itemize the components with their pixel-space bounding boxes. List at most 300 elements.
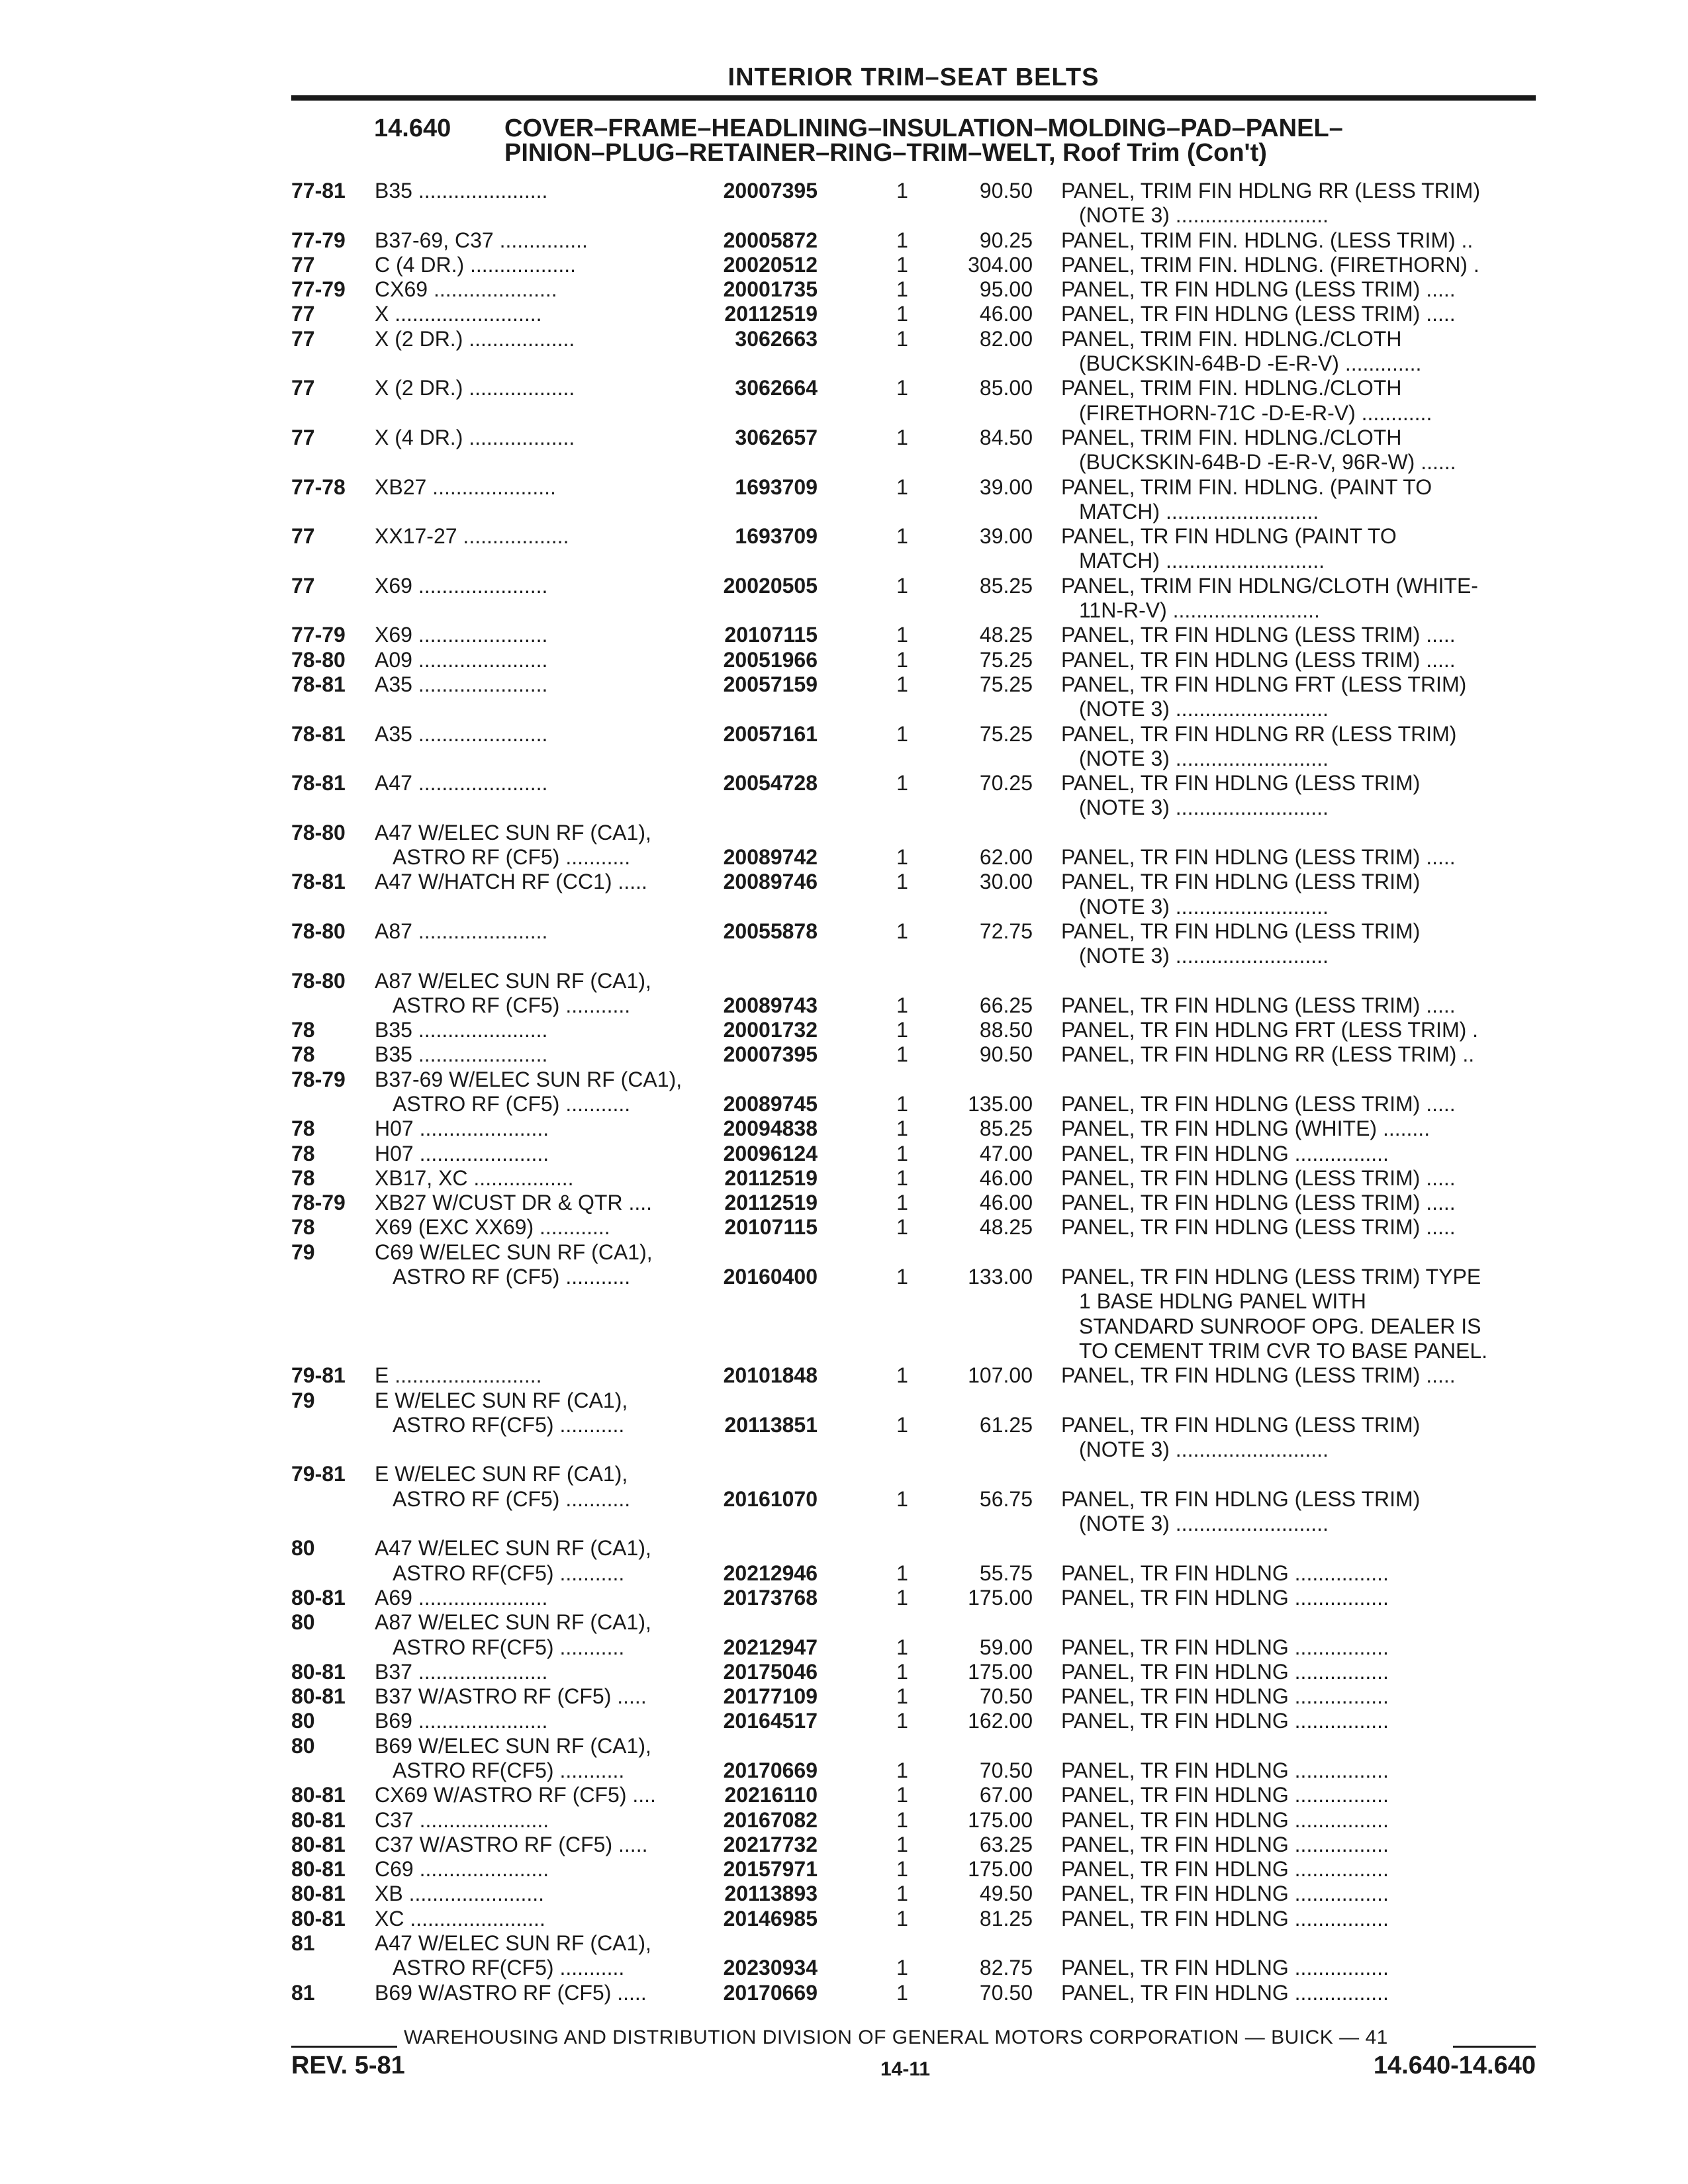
table-row xyxy=(291,1018,1536,1042)
row-model: A35 ...................... xyxy=(375,721,548,746)
row-years: 78-79 xyxy=(291,1067,346,1091)
row-description: PANEL, TR FIN HDLNG (LESS TRIM) ..... xyxy=(1061,302,1456,326)
row-quantity: 1 xyxy=(896,1956,908,1980)
table-row xyxy=(291,450,1536,475)
row-quantity: 1 xyxy=(896,228,908,252)
row-model: B35 ...................... xyxy=(375,1042,548,1067)
row-quantity: 1 xyxy=(896,870,908,894)
row-model: ASTRO RF (CF5) ........... xyxy=(393,1265,631,1289)
row-description: (NOTE 3) .......................... xyxy=(1079,894,1329,919)
table-row xyxy=(291,1561,1536,1586)
row-part-number: 3062657 xyxy=(735,425,818,449)
page-number: 14-11 xyxy=(880,2058,931,2080)
row-quantity: 1 xyxy=(896,1191,908,1215)
row-part-number: 20020505 xyxy=(723,573,818,598)
row-model: A87 W/ELEC SUN RF (CA1), xyxy=(375,1610,651,1635)
row-price: 175.00 xyxy=(968,1585,1033,1610)
table-row xyxy=(291,327,1536,351)
section-title-line-2: PINION–PLUG–RETAINER–RING–TRIM–WELT, Roof Trim (Con't) xyxy=(504,139,1267,167)
row-quantity: 1 xyxy=(896,376,908,400)
row-part-number: 20005872 xyxy=(723,228,818,252)
row-description: 11N-R-V) ......................... xyxy=(1079,598,1320,623)
row-description: PANEL, TRIM FIN. HDLNG./CLOTH xyxy=(1061,425,1402,449)
row-quantity: 1 xyxy=(896,1659,908,1684)
row-part-number: 20112519 xyxy=(724,1191,818,1215)
row-quantity: 1 xyxy=(896,277,908,302)
row-description: (NOTE 3) .......................... xyxy=(1079,944,1329,968)
row-part-number: 20164517 xyxy=(723,1709,818,1733)
table-row xyxy=(291,574,1536,598)
row-description: PANEL, TR FIN HDLNG (LESS TRIM) ..... xyxy=(1061,1165,1456,1190)
row-model: X69 ...................... xyxy=(375,573,548,598)
row-price: 85.00 xyxy=(979,376,1033,400)
table-row xyxy=(291,1808,1536,1833)
row-model: B35 ...................... xyxy=(375,179,548,203)
row-model: B69 W/ASTRO RF (CF5) ..... xyxy=(375,1980,647,2005)
row-price: 85.25 xyxy=(979,1116,1033,1141)
row-part-number: 20146985 xyxy=(723,1906,818,1931)
row-part-number: 20161070 xyxy=(723,1486,818,1511)
row-quantity: 1 xyxy=(896,919,908,943)
row-description: PANEL, TR FIN HDLNG FRT (LESS TRIM) xyxy=(1061,672,1467,696)
row-description: (FIRETHORN-71C -D-E-R-V) ............ xyxy=(1079,400,1432,425)
row-part-number: 20170669 xyxy=(723,1980,818,2005)
table-row xyxy=(291,1857,1536,1882)
row-model: H07 ...................... xyxy=(375,1141,549,1165)
row-quantity: 1 xyxy=(896,1709,908,1733)
row-quantity: 1 xyxy=(896,771,908,796)
row-model: B37-69, C37 ............... xyxy=(375,228,588,252)
row-years: 77-79 xyxy=(291,228,346,252)
row-price: 48.25 xyxy=(979,623,1033,647)
row-years: 81 xyxy=(291,1931,315,1956)
table-row xyxy=(291,1709,1536,1733)
row-quantity: 1 xyxy=(896,1783,908,1807)
row-description: PANEL, TR FIN HDLNG (LESS TRIM) ..... xyxy=(1061,647,1456,672)
row-years: 80-81 xyxy=(291,1783,346,1807)
row-description: (NOTE 3) .......................... xyxy=(1079,1512,1329,1536)
row-price: 75.25 xyxy=(979,672,1033,696)
row-model: X (2 DR.) .................. xyxy=(375,326,575,351)
row-description: (NOTE 3) .......................... xyxy=(1079,1437,1329,1462)
row-part-number: 20089742 xyxy=(723,845,818,870)
row-part-number: 20107115 xyxy=(724,1215,818,1240)
row-model: XB ....................... xyxy=(375,1882,545,1906)
table-row xyxy=(291,1339,1536,1363)
row-description: PANEL, TR FIN HDLNG (LESS TRIM) ..... xyxy=(1061,1363,1456,1388)
row-description: PANEL, TR FIN HDLNG (LESS TRIM) xyxy=(1061,1412,1421,1437)
row-model: XC ....................... xyxy=(375,1906,545,1931)
row-description: (NOTE 3) .......................... xyxy=(1079,203,1329,228)
table-row xyxy=(291,1512,1536,1536)
row-description: PANEL, TR FIN HDLNG ................ xyxy=(1061,1832,1389,1856)
table-row xyxy=(291,1265,1536,1289)
row-description: (BUCKSKIN-64B-D -E-R-V) ............. xyxy=(1079,351,1422,376)
row-description: PANEL, TR FIN HDLNG ................ xyxy=(1061,1980,1389,2005)
row-quantity: 1 xyxy=(896,647,908,672)
row-description: PANEL, TRIM FIN. HDLNG./CLOTH xyxy=(1061,376,1402,400)
row-years: 80-81 xyxy=(291,1807,346,1832)
row-model: CX69 ..................... xyxy=(375,277,557,302)
row-price: 90.25 xyxy=(979,228,1033,252)
row-quantity: 1 xyxy=(896,573,908,598)
row-price: 175.00 xyxy=(968,1857,1033,1882)
row-years: 80-81 xyxy=(291,1832,346,1856)
row-years: 78-81 xyxy=(291,771,346,796)
table-row xyxy=(291,993,1536,1018)
table-row xyxy=(291,944,1536,968)
row-years: 79-81 xyxy=(291,1462,346,1486)
row-quantity: 1 xyxy=(896,1807,908,1832)
table-row xyxy=(291,1462,1536,1486)
row-description: MATCH) .......................... xyxy=(1079,499,1319,523)
row-price: 84.50 xyxy=(979,425,1033,449)
row-years: 77 xyxy=(291,252,315,277)
footer-rule-right xyxy=(1453,2046,1536,2048)
table-row xyxy=(291,1363,1536,1388)
table-row xyxy=(291,1142,1536,1166)
row-price: 56.75 xyxy=(979,1486,1033,1511)
row-quantity: 1 xyxy=(896,1042,908,1067)
row-part-number: 20094838 xyxy=(723,1116,818,1141)
footer-rule-left xyxy=(291,2046,397,2048)
table-row xyxy=(291,845,1536,870)
row-quantity: 1 xyxy=(896,1141,908,1165)
row-description: PANEL, TR FIN HDLNG ................ xyxy=(1061,1635,1389,1659)
row-quantity: 1 xyxy=(896,1832,908,1856)
row-description: (NOTE 3) .......................... xyxy=(1079,796,1329,820)
table-row xyxy=(291,1758,1536,1783)
row-model: A09 ...................... xyxy=(375,647,548,672)
row-model: XX17-27 .................. xyxy=(375,524,569,549)
row-model: ASTRO RF(CF5) ........... xyxy=(393,1561,625,1585)
row-price: 39.00 xyxy=(979,475,1033,499)
table-row xyxy=(291,1981,1536,2005)
row-description: PANEL, TR FIN HDLNG (LESS TRIM) ..... xyxy=(1061,1091,1456,1116)
table-row xyxy=(291,796,1536,820)
row-years: 77 xyxy=(291,524,315,549)
row-description: PANEL, TR FIN HDLNG (LESS TRIM) ..... xyxy=(1061,845,1456,870)
row-part-number: 20167082 xyxy=(723,1807,818,1832)
row-model: A47 ...................... xyxy=(375,771,548,796)
row-description: PANEL, TR FIN HDLNG FRT (LESS TRIM) . xyxy=(1061,1018,1479,1042)
table-row xyxy=(291,179,1536,203)
row-description: PANEL, TR FIN HDLNG (WHITE) ........ xyxy=(1061,1116,1430,1141)
row-price: 70.25 xyxy=(979,771,1033,796)
table-row xyxy=(291,1956,1536,1980)
row-price: 95.00 xyxy=(979,277,1033,302)
row-price: 61.25 xyxy=(979,1412,1033,1437)
row-quantity: 1 xyxy=(896,1980,908,2005)
section-number: 14.640 xyxy=(374,114,451,142)
row-quantity: 1 xyxy=(896,1215,908,1240)
row-part-number: 20230934 xyxy=(723,1956,818,1980)
row-years: 80 xyxy=(291,1536,315,1561)
row-model: E W/ELEC SUN RF (CA1), xyxy=(375,1388,628,1412)
row-price: 30.00 xyxy=(979,870,1033,894)
row-description: PANEL, TR FIN HDLNG (LESS TRIM) xyxy=(1061,919,1421,943)
row-description: PANEL, TR FIN HDLNG (LESS TRIM) xyxy=(1061,1486,1421,1511)
row-model: X (4 DR.) .................. xyxy=(375,425,575,449)
table-row xyxy=(291,1437,1536,1462)
row-price: 304.00 xyxy=(968,252,1033,277)
row-price: 81.25 xyxy=(979,1906,1033,1931)
row-price: 85.25 xyxy=(979,573,1033,598)
table-row xyxy=(291,1240,1536,1265)
table-row xyxy=(291,771,1536,796)
table-row xyxy=(291,1586,1536,1610)
table-row xyxy=(291,1660,1536,1684)
row-quantity: 1 xyxy=(896,623,908,647)
row-model: ASTRO RF(CF5) ........... xyxy=(393,1412,625,1437)
row-part-number: 20089746 xyxy=(723,870,818,894)
row-quantity: 1 xyxy=(896,1486,908,1511)
row-description: MATCH) ........................... xyxy=(1079,549,1325,573)
row-years: 80-81 xyxy=(291,1857,346,1882)
row-years: 80 xyxy=(291,1709,315,1733)
row-description: PANEL, TR FIN HDLNG (LESS TRIM) ..... xyxy=(1061,993,1456,1017)
row-years: 77-81 xyxy=(291,179,346,203)
row-description: PANEL, TR FIN HDLNG ................ xyxy=(1061,1857,1389,1882)
table-row xyxy=(291,1487,1536,1512)
row-price: 70.50 xyxy=(979,1758,1033,1782)
table-row xyxy=(291,821,1536,845)
row-description: PANEL, TR FIN HDLNG (LESS TRIM) ..... xyxy=(1061,1215,1456,1240)
row-model: ASTRO RF (CF5) ........... xyxy=(393,993,631,1017)
row-part-number: 20212946 xyxy=(723,1561,818,1585)
row-description: PANEL, TRIM FIN HDLNG/CLOTH (WHITE- xyxy=(1061,573,1478,598)
row-years: 78-80 xyxy=(291,820,346,844)
table-row xyxy=(291,1116,1536,1141)
table-row xyxy=(291,1289,1536,1314)
table-row xyxy=(291,1882,1536,1906)
table-row xyxy=(291,1536,1536,1561)
row-model: B37 W/ASTRO RF (CF5) ..... xyxy=(375,1684,647,1709)
table-row xyxy=(291,1610,1536,1635)
row-years: 78-80 xyxy=(291,647,346,672)
table-row xyxy=(291,228,1536,253)
row-model: A47 W/ELEC SUN RF (CA1), xyxy=(375,1931,651,1956)
row-quantity: 1 xyxy=(896,326,908,351)
row-quantity: 1 xyxy=(896,1882,908,1906)
row-quantity: 1 xyxy=(896,425,908,449)
table-row xyxy=(291,1413,1536,1437)
row-years: 80-81 xyxy=(291,1585,346,1610)
table-row xyxy=(291,722,1536,747)
row-quantity: 1 xyxy=(896,1561,908,1585)
row-model: ASTRO RF (CF5) ........... xyxy=(393,845,631,870)
row-price: 135.00 xyxy=(968,1091,1033,1116)
row-description: PANEL, TR FIN HDLNG ................ xyxy=(1061,1585,1389,1610)
table-row xyxy=(291,1388,1536,1413)
row-model: XB17, XC ................. xyxy=(375,1165,574,1190)
row-description: PANEL, TR FIN HDLNG ................ xyxy=(1061,1561,1389,1585)
table-row xyxy=(291,302,1536,326)
row-quantity: 1 xyxy=(896,1091,908,1116)
row-price: 82.00 xyxy=(979,326,1033,351)
row-description: PANEL, TR FIN HDLNG ................ xyxy=(1061,1659,1389,1684)
row-quantity: 1 xyxy=(896,252,908,277)
row-years: 80-81 xyxy=(291,1684,346,1709)
table-row xyxy=(291,870,1536,894)
row-description: (NOTE 3) .......................... xyxy=(1079,697,1329,721)
row-model: E ......................... xyxy=(375,1363,542,1388)
row-quantity: 1 xyxy=(896,1018,908,1042)
row-model: XB27 W/CUST DR & QTR .... xyxy=(375,1191,653,1215)
row-model: B37 ...................... xyxy=(375,1659,548,1684)
table-row xyxy=(291,648,1536,672)
row-years: 77 xyxy=(291,326,315,351)
row-description: PANEL, TR FIN HDLNG ................ xyxy=(1061,1906,1389,1931)
row-price: 39.00 xyxy=(979,524,1033,549)
row-years: 78 xyxy=(291,1018,315,1042)
row-quantity: 1 xyxy=(896,721,908,746)
table-row xyxy=(291,1166,1536,1191)
row-part-number: 20051966 xyxy=(723,647,818,672)
row-price: 175.00 xyxy=(968,1807,1033,1832)
row-model: A87 W/ELEC SUN RF (CA1), xyxy=(375,968,651,993)
row-description: PANEL, TR FIN HDLNG ................ xyxy=(1061,1141,1389,1165)
row-price: 75.25 xyxy=(979,721,1033,746)
row-quantity: 1 xyxy=(896,1363,908,1388)
table-row xyxy=(291,426,1536,450)
row-years: 78-79 xyxy=(291,1191,346,1215)
row-part-number: 20057159 xyxy=(723,672,818,696)
row-price: 82.75 xyxy=(979,1956,1033,1980)
row-model: ASTRO RF (CF5) ........... xyxy=(393,1091,631,1116)
row-years: 78-81 xyxy=(291,870,346,894)
table-row xyxy=(291,1042,1536,1067)
row-part-number: 20055878 xyxy=(723,919,818,943)
row-quantity: 1 xyxy=(896,845,908,870)
row-quantity: 1 xyxy=(896,1265,908,1289)
row-model: A69 ...................... xyxy=(375,1585,548,1610)
table-row xyxy=(291,598,1536,623)
row-model: ASTRO RF(CF5) ........... xyxy=(393,1758,625,1782)
table-row xyxy=(291,895,1536,919)
table-row xyxy=(291,475,1536,500)
row-years: 78 xyxy=(291,1141,315,1165)
row-model: XB27 ..................... xyxy=(375,475,556,499)
row-description: PANEL, TR FIN HDLNG (PAINT TO xyxy=(1061,524,1397,549)
table-row xyxy=(291,1314,1536,1339)
table-row xyxy=(291,623,1536,647)
row-description: STANDARD SUNROOF OPG. DEALER IS xyxy=(1079,1314,1481,1338)
row-quantity: 1 xyxy=(896,1857,908,1882)
table-row xyxy=(291,500,1536,524)
row-years: 78 xyxy=(291,1165,315,1190)
row-model: C69 W/ELEC SUN RF (CA1), xyxy=(375,1240,653,1264)
row-years: 77 xyxy=(291,573,315,598)
row-quantity: 1 xyxy=(896,302,908,326)
row-quantity: 1 xyxy=(896,1165,908,1190)
table-row xyxy=(291,524,1536,549)
row-part-number: 20007395 xyxy=(723,179,818,203)
row-quantity: 1 xyxy=(896,179,908,203)
row-quantity: 1 xyxy=(896,1116,908,1141)
row-description: PANEL, TR FIN HDLNG (LESS TRIM) ..... xyxy=(1061,623,1456,647)
row-price: 67.00 xyxy=(979,1783,1033,1807)
table-row xyxy=(291,672,1536,697)
row-model: X ......................... xyxy=(375,302,542,326)
row-description: PANEL, TR FIN HDLNG RR (LESS TRIM) .. xyxy=(1061,1042,1475,1067)
row-years: 78-80 xyxy=(291,968,346,993)
row-description: PANEL, TRIM FIN HDLNG RR (LESS TRIM) xyxy=(1061,179,1480,203)
row-part-number: 20173768 xyxy=(723,1585,818,1610)
table-row xyxy=(291,1783,1536,1807)
row-quantity: 1 xyxy=(896,993,908,1017)
row-years: 80-81 xyxy=(291,1659,346,1684)
row-part-number: 20113893 xyxy=(724,1882,818,1906)
row-model: A47 W/ELEC SUN RF (CA1), xyxy=(375,1536,651,1561)
row-model: ASTRO RF(CF5) ........... xyxy=(393,1635,625,1659)
table-row xyxy=(291,1191,1536,1215)
row-price: 162.00 xyxy=(968,1709,1033,1733)
row-part-number: 3062664 xyxy=(735,376,818,400)
row-model: B69 W/ELEC SUN RF (CA1), xyxy=(375,1733,651,1758)
row-years: 78-81 xyxy=(291,672,346,696)
row-description: PANEL, TRIM FIN. HDLNG./CLOTH xyxy=(1061,326,1402,351)
row-price: 90.50 xyxy=(979,1042,1033,1067)
table-row xyxy=(291,1635,1536,1660)
row-description: PANEL, TRIM FIN. HDLNG. (PAINT TO xyxy=(1061,475,1432,499)
row-part-number: 20212947 xyxy=(723,1635,818,1659)
row-model: E W/ELEC SUN RF (CA1), xyxy=(375,1462,628,1486)
row-price: 62.00 xyxy=(979,845,1033,870)
row-part-number: 20113851 xyxy=(724,1412,818,1437)
table-row xyxy=(291,203,1536,228)
row-model: ASTRO RF(CF5) ........... xyxy=(393,1956,625,1980)
row-price: 72.75 xyxy=(979,919,1033,943)
row-part-number: 20175046 xyxy=(723,1659,818,1684)
row-model: H07 ...................... xyxy=(375,1116,549,1141)
row-price: 88.50 xyxy=(979,1018,1033,1042)
row-model: B35 ...................... xyxy=(375,1018,548,1042)
row-model: A47 W/ELEC SUN RF (CA1), xyxy=(375,820,651,844)
row-price: 55.75 xyxy=(979,1561,1033,1585)
row-price: 47.00 xyxy=(979,1141,1033,1165)
row-model: B37-69 W/ELEC SUN RF (CA1), xyxy=(375,1067,682,1091)
row-years: 79 xyxy=(291,1388,315,1412)
row-years: 80 xyxy=(291,1733,315,1758)
row-years: 80-81 xyxy=(291,1882,346,1906)
row-quantity: 1 xyxy=(896,1412,908,1437)
row-part-number: 20217732 xyxy=(723,1832,818,1856)
row-part-number: 20054728 xyxy=(723,771,818,796)
table-row xyxy=(291,969,1536,993)
row-quantity: 1 xyxy=(896,1758,908,1782)
row-model: A47 W/HATCH RF (CC1) ..... xyxy=(375,870,647,894)
row-years: 77 xyxy=(291,302,315,326)
table-row xyxy=(291,1931,1536,1956)
row-quantity: 1 xyxy=(896,1684,908,1709)
row-description: (NOTE 3) .......................... xyxy=(1079,746,1329,770)
row-part-number: 1693709 xyxy=(735,475,818,499)
table-row xyxy=(291,1734,1536,1758)
row-description: PANEL, TR FIN HDLNG RR (LESS TRIM) xyxy=(1061,721,1457,746)
row-quantity: 1 xyxy=(896,524,908,549)
row-price: 46.00 xyxy=(979,302,1033,326)
row-model: C69 ...................... xyxy=(375,1857,549,1882)
row-part-number: 20112519 xyxy=(724,302,818,326)
row-years: 78 xyxy=(291,1215,315,1240)
row-price: 133.00 xyxy=(968,1265,1033,1289)
row-price: 63.25 xyxy=(979,1832,1033,1856)
row-description: PANEL, TRIM FIN. HDLNG. (LESS TRIM) .. xyxy=(1061,228,1474,252)
row-model: C37 ...................... xyxy=(375,1807,549,1832)
row-price: 49.50 xyxy=(979,1882,1033,1906)
table-row xyxy=(291,253,1536,277)
